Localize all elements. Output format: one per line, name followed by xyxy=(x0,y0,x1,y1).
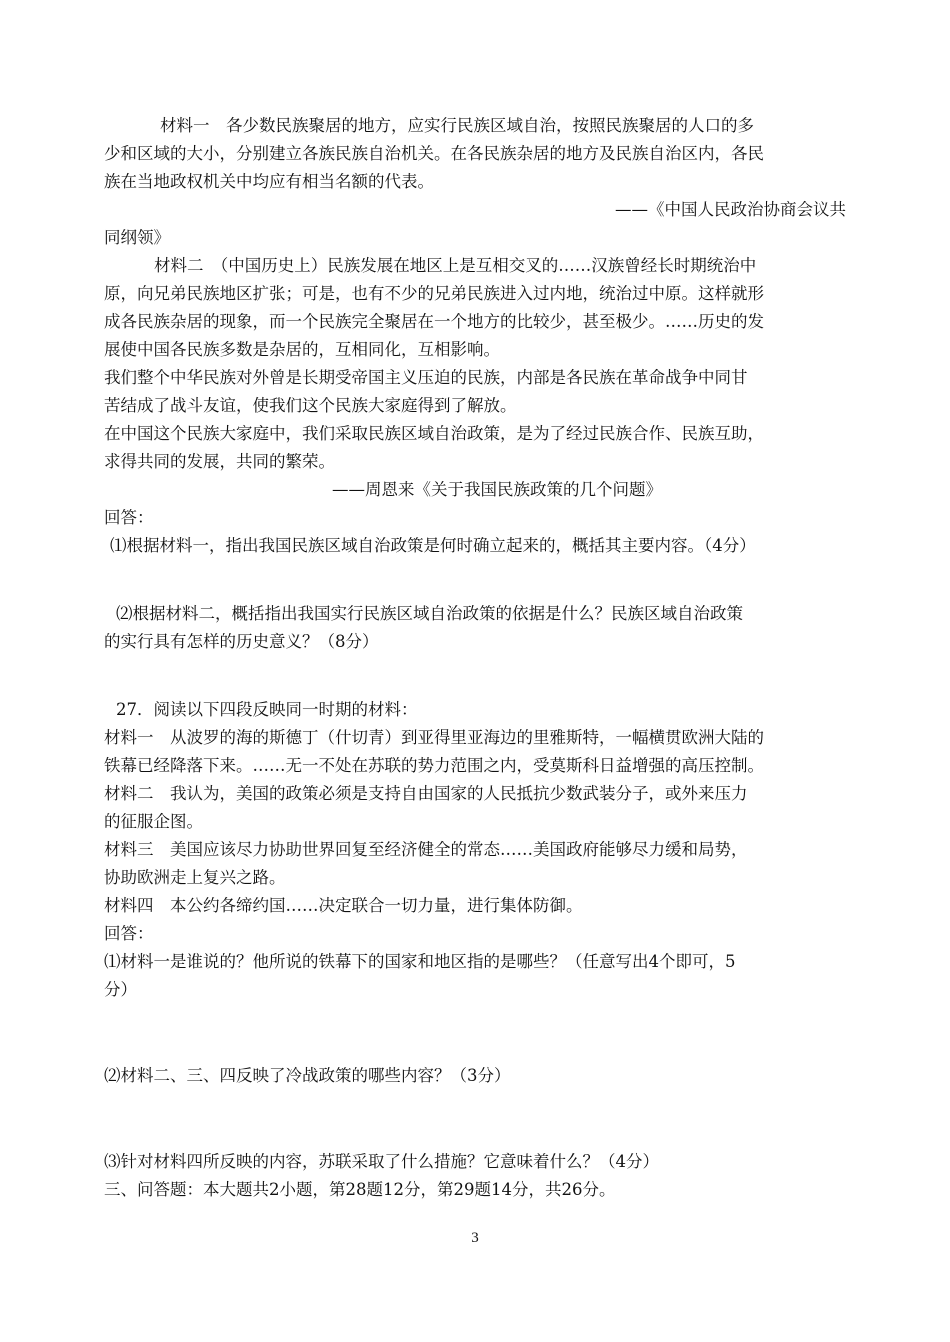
q27-title: 27．阅读以下四段反映同一时期的材料： xyxy=(116,700,418,719)
q26-material2-line5: 我们整个中华民族对外曾是长期受帝国主义压迫的民族，内部是各民族在革命战争中同甘 xyxy=(104,368,748,387)
q26-material2-line7: 在中国这个民族大家庭中，我们采取民族区域自治政策，是为了经过民族合作、民族互助， xyxy=(104,424,764,443)
q26-material1-source-cont: 同纲领》 xyxy=(104,228,170,247)
q26-material1-line1: 材料一 各少数民族聚居的地方，应实行民族区域自治，按照民族聚居的人口的多 xyxy=(160,116,754,135)
q27-answer-space2 xyxy=(104,1090,846,1148)
q27-answer-space1 xyxy=(104,1004,846,1062)
q27-material-line5: 材料三 美国应该尽力协助世界回复至经济健全的常态……美国政府能够尽力缓和局势， xyxy=(104,840,748,859)
q27-material-line1: 材料一 从波罗的海的斯德丁（什切青）到亚得里亚海边的里雅斯特，一幅横贯欧洲大陆的 xyxy=(104,728,764,747)
section3-heading: 三、问答题：本大题共2小题，第28题12分，第29题14分，共26分。 xyxy=(104,1180,616,1199)
q26-material2-line4: 展使中国各民族多数是杂居的，互相同化，互相影响。 xyxy=(104,340,500,359)
q26-material2-line3: 成各民族杂居的现象，而一个民族完全聚居在一个地方的比较少，甚至极少。……历史的发 xyxy=(104,312,764,331)
q26-answer-space2 xyxy=(104,656,846,696)
q26-question1: ⑴根据材料一，指出我国民族区域自治政策是何时确立起来的，概括其主要内容。（4分） xyxy=(110,536,756,555)
document-page xyxy=(104,112,846,1204)
q26-answer-label: 回答： xyxy=(104,508,154,527)
q26-material1-line2: 少和区域的大小，分别建立各族民族自治机关。在各民族杂居的地方及民族自治区内，各民 xyxy=(104,144,764,163)
q26-material1-line3: 族在当地政权机关中均应有相当名额的代表。 xyxy=(104,172,434,191)
q27-material-line3: 材料二 我认为，美国的政策必须是支持自由国家的人民抵抗少数武装分子，或外来压力 xyxy=(104,784,748,803)
q26-material2-line1: 材料二 （中国历史上）民族发展在地区上是互相交叉的……汉族曾经长时期统治中 xyxy=(154,256,757,275)
q27-question1-line1: ⑴材料一是谁说的？他所说的铁幕下的国家和地区指的是哪些？（任意写出4个即可，5 xyxy=(104,952,736,971)
q26-material2-source: ——周恩来《关于我国民族政策的几个问题》 xyxy=(332,480,662,499)
q26-material1-source: ——《中国人民政治协商会议共 xyxy=(615,200,846,219)
q27-material-line6: 协助欧洲走上复兴之路。 xyxy=(104,868,286,887)
q26-material2-line8: 求得共同的发展，共同的繁荣。 xyxy=(104,452,335,471)
q27-question2: ⑵材料二、三、四反映了冷战政策的哪些内容？（3分） xyxy=(104,1066,511,1085)
q27-material-line4: 的征服企图。 xyxy=(104,812,203,831)
q26-question2-line1: ⑵根据材料二，概括指出我国实行民族区域自治政策的依据是什么？民族区域自治政策 xyxy=(116,604,743,623)
q27-answer-label: 回答： xyxy=(104,924,154,943)
q26-answer-space1 xyxy=(104,560,846,600)
page-number: 3 xyxy=(471,1230,479,1246)
q27-question3: ⑶针对材料四所反映的内容，苏联采取了什么措施？它意味着什么？（4分） xyxy=(104,1152,659,1171)
q27-question1-line2: 分） xyxy=(104,980,137,999)
q26-material2-line6: 苦结成了战斗友谊，使我们这个民族大家庭得到了解放。 xyxy=(104,396,517,415)
q27-material-line7: 材料四 本公约各缔约国……决定联合一切力量，进行集体防御。 xyxy=(104,896,583,915)
q26-question2-line2: 的实行具有怎样的历史意义？（8分） xyxy=(104,632,379,651)
q27-material-line2: 铁幕已经降落下来。……无一不处在苏联的势力范围之内，受莫斯科日益增强的高压控制。 xyxy=(104,756,764,775)
q26-material2-line2: 原，向兄弟民族地区扩张；可是，也有不少的兄弟民族进入过内地，统治过中原。这样就形 xyxy=(104,284,764,303)
